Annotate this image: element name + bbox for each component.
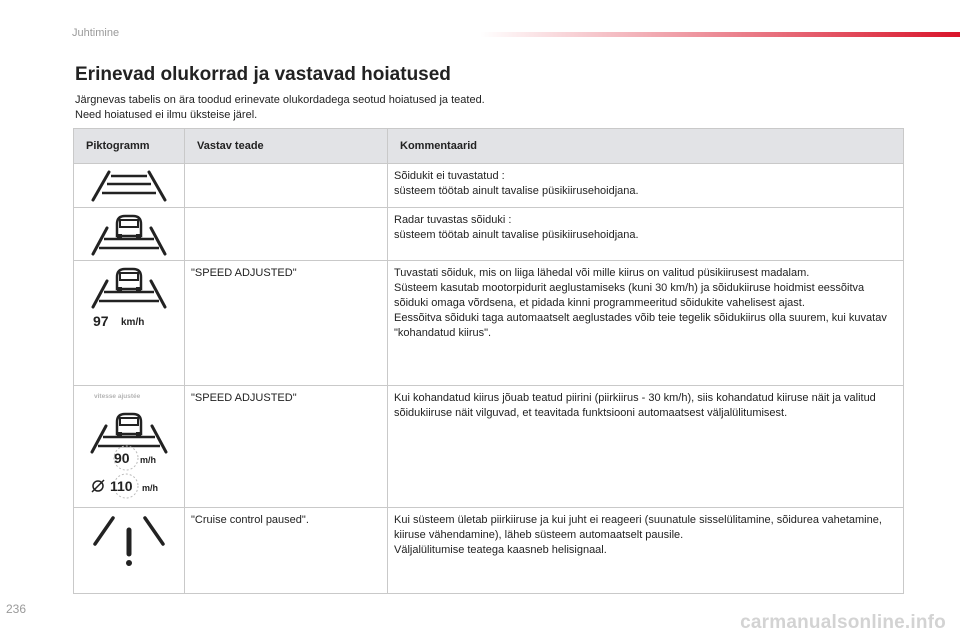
- table-header-row: [74, 129, 904, 164]
- page-number: 236: [6, 602, 27, 616]
- message-cell: [185, 164, 388, 208]
- vehicle-speed-icon: [87, 265, 171, 329]
- intro-text: [75, 93, 485, 123]
- table-row: [74, 386, 904, 508]
- pictogram-cell: [74, 508, 185, 594]
- comment-cell: [388, 164, 904, 208]
- comment-line: Tuvastati sõiduk, mis on liiga lähedal või mille kiirus on valitud püsikiirusest madalam.: [394, 267, 810, 279]
- header-comments: Kommentaarid: [388, 129, 904, 164]
- icon-unit-2: m/h: [142, 483, 159, 493]
- warnings-table: [73, 128, 904, 594]
- page-title: Erinevad olukorrad ja vastavad hoiatused: [75, 64, 451, 85]
- comment-line: süsteem töötab ainult tavalise püsikiirusehoidjana.: [394, 185, 639, 197]
- comment-line: Kui kohandatud kiirus jõuab teatud piirini (piirkiirus - 30 km/h), siis kohandatud kiiruse näit ja valitud sõidukiiruse näit vilguvad, et teavitada funktsiooni automaatsest väljalülitumisest.: [394, 392, 876, 419]
- comment-line: Sõidukit ei tuvastatud :: [394, 170, 505, 182]
- icon-caption: vitesse ajustée: [94, 393, 141, 400]
- comment-line: Süsteem kasutab mootorpidurit aeglustamiseks (kuni 30 km/h) ja sõidukiiruse hoidmist eessõitva sõiduki omaga võrdsena, et pidada kinni programmeeritud sõidukite vahelisest ajast.: [394, 282, 865, 309]
- pictogram-cell: [74, 261, 185, 386]
- header-pictogram: Piktogramm: [74, 129, 185, 164]
- section-label: Juhtimine: [72, 27, 120, 39]
- watermark: carmanualsonline.info: [740, 612, 946, 633]
- pictogram-cell: [74, 386, 185, 508]
- cruise-paused-warning-icon: [87, 512, 171, 568]
- intro-line-1: Järgnevas tabelis on ära toodud erinevate olukordadega seotud hoiatused ja teated.: [75, 94, 485, 106]
- comment-line: Eessõitva sõiduki taga automaatselt aeglustades võib teie tegelik sõidukiirus olla suurem, kui kuvatav "kohandatud kiirus".: [394, 312, 887, 339]
- header-message: Vastav teade: [185, 129, 388, 164]
- comment-cell: [388, 261, 904, 386]
- header-accent-line: [480, 32, 960, 37]
- pictogram-cell: [74, 208, 185, 261]
- table-row: [74, 261, 904, 386]
- comment-line: Radar tuvastas sõiduki :: [394, 214, 512, 226]
- vehicle-detected-icon: [87, 212, 171, 256]
- message-cell: [185, 208, 388, 261]
- table-row: [74, 508, 904, 594]
- comment-line: Kui süsteem ületab piirkiiruse ja kui juht ei reageeri (suunatule sisselülitamine, sõidurea vahetamine, kiiruse vähendamine), läheb süsteem automaatselt pausile.: [394, 514, 882, 541]
- pictogram-cell: [74, 164, 185, 208]
- speed-adjusted-icon: [84, 390, 174, 502]
- icon-speed-value-2: 110: [110, 478, 133, 494]
- comment-cell: [388, 508, 904, 594]
- icon-unit-1: m/h: [140, 455, 157, 465]
- message-cell: "Cruise control paused".: [185, 508, 388, 594]
- comment-line: süsteem töötab ainult tavalise püsikiirusehoidjana.: [394, 229, 639, 241]
- lane-lines-icon: [87, 168, 171, 202]
- icon-speed-unit: km/h: [121, 317, 145, 328]
- comment-cell: [388, 208, 904, 261]
- message-cell: "SPEED ADJUSTED": [185, 261, 388, 386]
- comment-line: Väljalülitumise teatega kaasneb helisignaal.: [394, 544, 607, 556]
- message-cell: "SPEED ADJUSTED": [185, 386, 388, 508]
- table-row: [74, 208, 904, 261]
- table-row: [74, 164, 904, 208]
- comment-cell: [388, 386, 904, 508]
- icon-speed-value: 97: [93, 313, 109, 329]
- intro-line-2: Need hoiatused ei ilmu üksteise järel.: [75, 109, 258, 121]
- icon-speed-value-1: 90: [114, 450, 130, 466]
